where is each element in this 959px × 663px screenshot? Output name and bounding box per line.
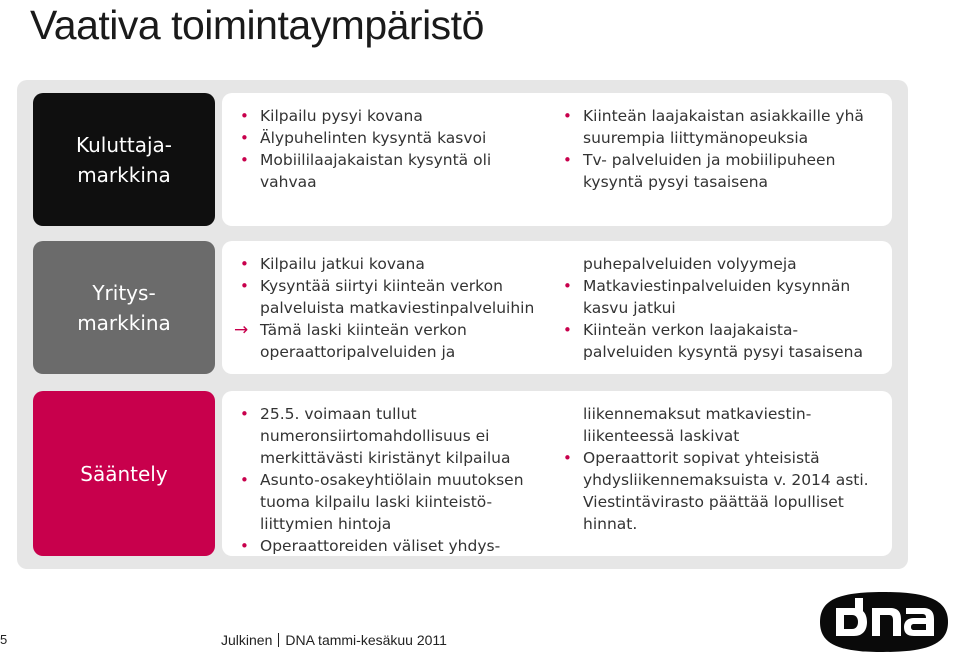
footer-divider [278, 633, 279, 647]
list-item: • Operaattorit sopivat yhteisistä [561, 447, 881, 469]
content-box-yritysmarkkina [222, 241, 892, 374]
list-item: liikenteessä laskivat [583, 427, 740, 445]
bullet-list-right [561, 253, 881, 363]
list-item: liittymien hintoja [260, 515, 392, 533]
bullet-list-right [561, 403, 881, 535]
footer [221, 632, 447, 648]
list-item: • Kysyntää siirtyi kiinteän verkon [238, 275, 538, 297]
label-kuluttajamarkkina [33, 93, 215, 226]
row-label-line2: markkina [77, 310, 171, 335]
bullet-list-left [238, 105, 538, 193]
list-item: liikennemaksut matkaviestin- [583, 405, 812, 423]
bullet-list-left [238, 403, 538, 557]
list-item: • Tv- palveluiden ja mobiilipuheen [561, 149, 881, 171]
row-label-line1: Sääntely [80, 461, 168, 486]
list-item: kasvu jatkui [583, 299, 676, 317]
content-box-kuluttajamarkkina [222, 93, 892, 226]
list-item: operaattoripalveluiden ja [260, 343, 456, 361]
list-item: hinnat. [583, 515, 638, 533]
label-yritysmarkkina [33, 241, 215, 374]
bullet-list-right [561, 105, 881, 193]
list-item: • Mobiililaajakaistan kysyntä oli [238, 149, 538, 171]
row-label-line1: Kuluttaja- [76, 132, 172, 157]
list-item: • Kilpailu jatkui kovana [238, 253, 538, 275]
dna-logo-graphic [808, 578, 958, 658]
content-box-saantely [222, 391, 892, 556]
label-saantely [33, 391, 215, 556]
list-item: • Kilpailu pysyi kovana [238, 105, 538, 127]
page-title: Vaativa toimintaympäristö [30, 2, 484, 48]
list-item: • Matkaviestinpalveluiden kysynnän [561, 275, 881, 297]
list-item: numeronsiirtomahdollisuus ei [260, 427, 490, 445]
list-item: palveluista matkaviestinpalveluihin [260, 299, 535, 317]
list-item: • 25.5. voimaan tullut [238, 403, 538, 425]
list-item: merkittävästi kiristänyt kilpailua [260, 449, 511, 467]
list-item: → Tämä laski kiinteän verkon [238, 319, 538, 341]
row-label-line2: markkina [77, 162, 171, 187]
list-item: • Kiinteän laajakaistan asiakkaille yhä [561, 105, 881, 127]
list-item: • Kiinteän verkon laajakaista- [561, 319, 881, 341]
list-item: tuoma kilpailu laski kiinteistö- [260, 493, 493, 511]
list-item: puhepalveluiden volyymeja [583, 255, 797, 273]
list-item: vahvaa [260, 173, 317, 191]
page-number: 5 [0, 632, 8, 647]
dna-logo-icon [808, 578, 958, 658]
list-item: • Operaattoreiden väliset yhdys- [238, 535, 538, 557]
list-item: • Asunto-osakeyhtiölain muutoksen [238, 469, 538, 491]
list-item: yhdysliikennemaksuista v. 2014 asti. [583, 471, 869, 489]
list-item: Viestintävirasto päättää lopulliset [583, 493, 844, 511]
row-label-line1: Yritys- [92, 280, 156, 305]
list-item: kysyntä pysyi tasaisena [583, 173, 769, 191]
list-item: • Älypuhelinten kysyntä kasvoi [238, 127, 538, 149]
footer-report: DNA tammi-kesäkuu 2011 [285, 632, 447, 648]
bullet-list-left [238, 253, 538, 363]
footer-classification: Julkinen [221, 632, 273, 648]
list-item: suurempia liittymänopeuksia [583, 129, 809, 147]
list-item: palveluiden kysyntä pysyi tasaisena [583, 343, 863, 361]
